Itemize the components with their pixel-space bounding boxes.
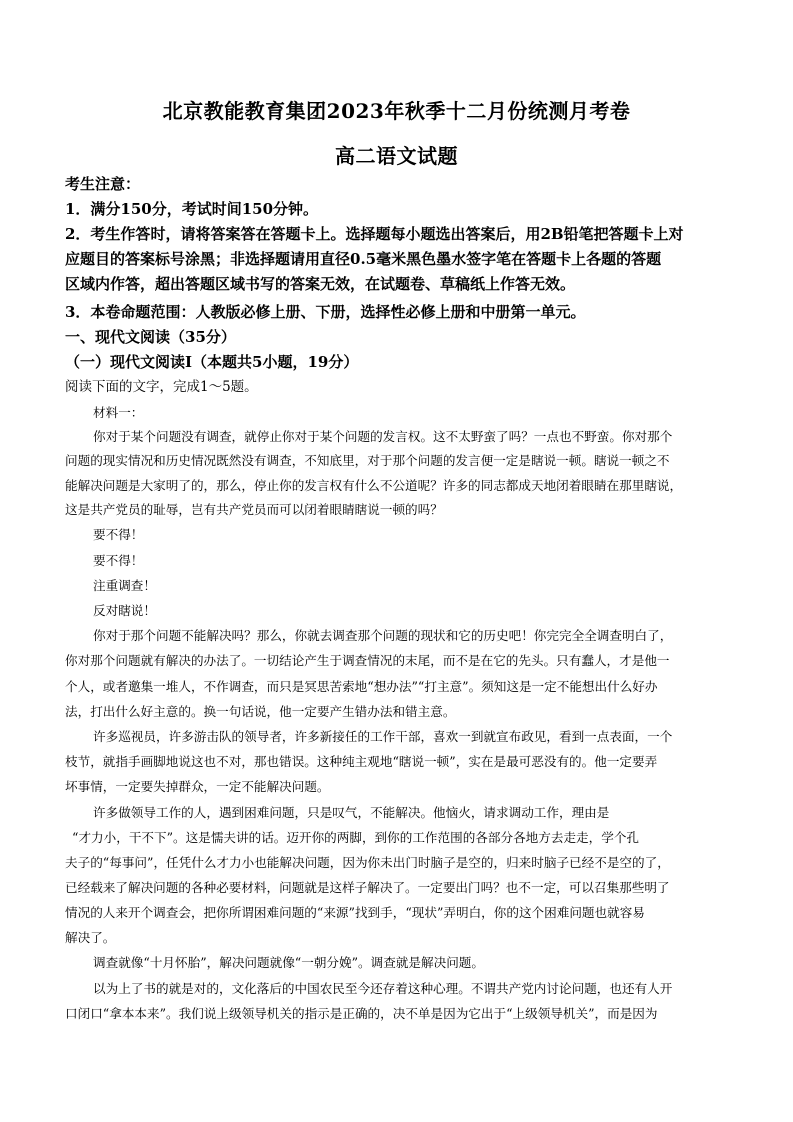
passage-line: 坏事情，一定要失掉群众，一定不能解决问题。 xyxy=(65,779,330,794)
material-label: 材料一： xyxy=(93,405,144,420)
passage-line: 反对瞎说！ xyxy=(93,603,156,618)
notice-item: 2．考生作答时，请将答案答在答题卡上。选择题每小题选出答案后，用2B铅笔把答题卡上对 xyxy=(65,225,684,243)
section-instruction: 阅读下面的文字，完成1～5题。 xyxy=(65,379,258,395)
passage-line: 你对于某个问题没有调查，就停止你对于某个问题的发言权。这不太野蛮了吗？一点也不野蛮。你对那个 xyxy=(93,429,673,444)
passage-line: 夫子的“每事问”，任凭什么才力小也能解决问题，因为你未出门时脑子是空的，归来时脑子已经不是空的了， xyxy=(65,855,670,870)
passage-line: 已经载来了解决问题的各种必要材料，问题就是这样子解决了。一定要出门吗？也不一定，可以召集那些明了 xyxy=(65,880,670,895)
passage-line: 要不得！ xyxy=(93,527,144,542)
passage-line: 要不得！ xyxy=(93,553,144,568)
notice-item: 3．本卷命题范围：人教版必修上册、下册，选择性必修上册和中册第一单元。 xyxy=(65,303,586,321)
passage-line: 口闭口“拿本本来”。我们说上级领导机关的指示是正确的，决不单是因为它出于“上级领导机关”，而是因为 xyxy=(65,1006,658,1021)
passage-line: 枝节，就指手画脚地说这也不对，那也错误。这种纯主观地“瞎说一顿”，实在是最可恶没有的。他一定要弄 xyxy=(65,754,658,769)
passage-line: 调查就像“十月怀胎”，解决问题就像“一朝分娩”。调查就是解决问题。 xyxy=(93,955,484,970)
passage-line: 情况的人来开个调查会，把你所谓困难问题的“来源”找到手，“现状”弄明白，你的这个困难问题也就容易 xyxy=(65,905,645,920)
passage-line: 注重调查！ xyxy=(93,578,156,593)
exam-title: 北京教能教育集团2023年秋季十二月份统测月考卷 xyxy=(162,99,631,123)
notice-item: 1．满分150分，考试时间150分钟。 xyxy=(65,200,319,218)
passage-line: 解决了。 xyxy=(65,930,116,945)
passage-line: 你对于那个问题不能解决吗？那么，你就去调查那个问题的现状和它的历史吧！你完完全全调查明白了， xyxy=(93,628,673,643)
passage-line: 你对那个问题就有解决的办法了。一切结论产生于调查情况的末尾，而不是在它的先头。只有蠢人，才是他一 xyxy=(65,653,670,668)
passage-line: 以为上了书的就是对的，文化落后的中国农民至今还存着这种心理。不谓共产党内讨论问题，也还有人开 xyxy=(93,981,673,996)
notice-heading: 考生注意： xyxy=(65,175,141,193)
exam-subtitle: 高二语文试题 xyxy=(335,144,458,168)
passage-line: 问题的现实情况和历史情况既然没有调查，不知底里，对于那个问题的发言便一定是瞎说一顿。瞎说一顿之不 xyxy=(65,453,670,468)
passage-line: 能解决问题是大家明了的，那么，停止你的发言权有什么不公道呢？许多的同志都成天地闭着眼睛在那里瞎说， xyxy=(65,478,683,493)
passage-line: “才力小，干不下”。这是懦夫讲的话。迈开你的两脚，到你的工作范围的各部分各地方去走走，学个孔 xyxy=(72,830,640,845)
passage-line: 许多做领导工作的人，遇到困难问题，只是叹气，不能解决。他恼火，请求调动工作，理由是 xyxy=(93,805,610,820)
notice-item: 应题目的答案标号涂黑；非选择题请用直径0.5毫米黑色墨水签字笔在答题卡上各题的答题 xyxy=(65,250,662,268)
passage-line: 这是共产党员的耻辱，岂有共产党员而可以闭着眼睛瞎说一顿的吗？ xyxy=(65,502,443,517)
passage-line: 许多巡视员，许多游击队的领导者，许多新接任的工作干部，喜欢一到就宣布政见，看到一点表面，一个 xyxy=(93,729,673,744)
section-part-heading: 一、现代文阅读（35分） xyxy=(65,328,236,346)
passage-line: 个人，或者邀集一堆人，不作调查，而只是冥思苦索地“想办法”“打主意”。须知这是一定不能想出什么好办 xyxy=(65,679,658,694)
passage-line: 法，打出什么好主意的。换一句话说，他一定要产生错办法和错主意。 xyxy=(65,704,456,719)
notice-item: 区域内作答，超出答题区域书写的答案无效，在试题卷、草稿纸上作答无效。 xyxy=(65,275,576,293)
section-sub-heading: （一）现代文阅读Ⅰ（本题共5小题，19分） xyxy=(65,353,359,371)
